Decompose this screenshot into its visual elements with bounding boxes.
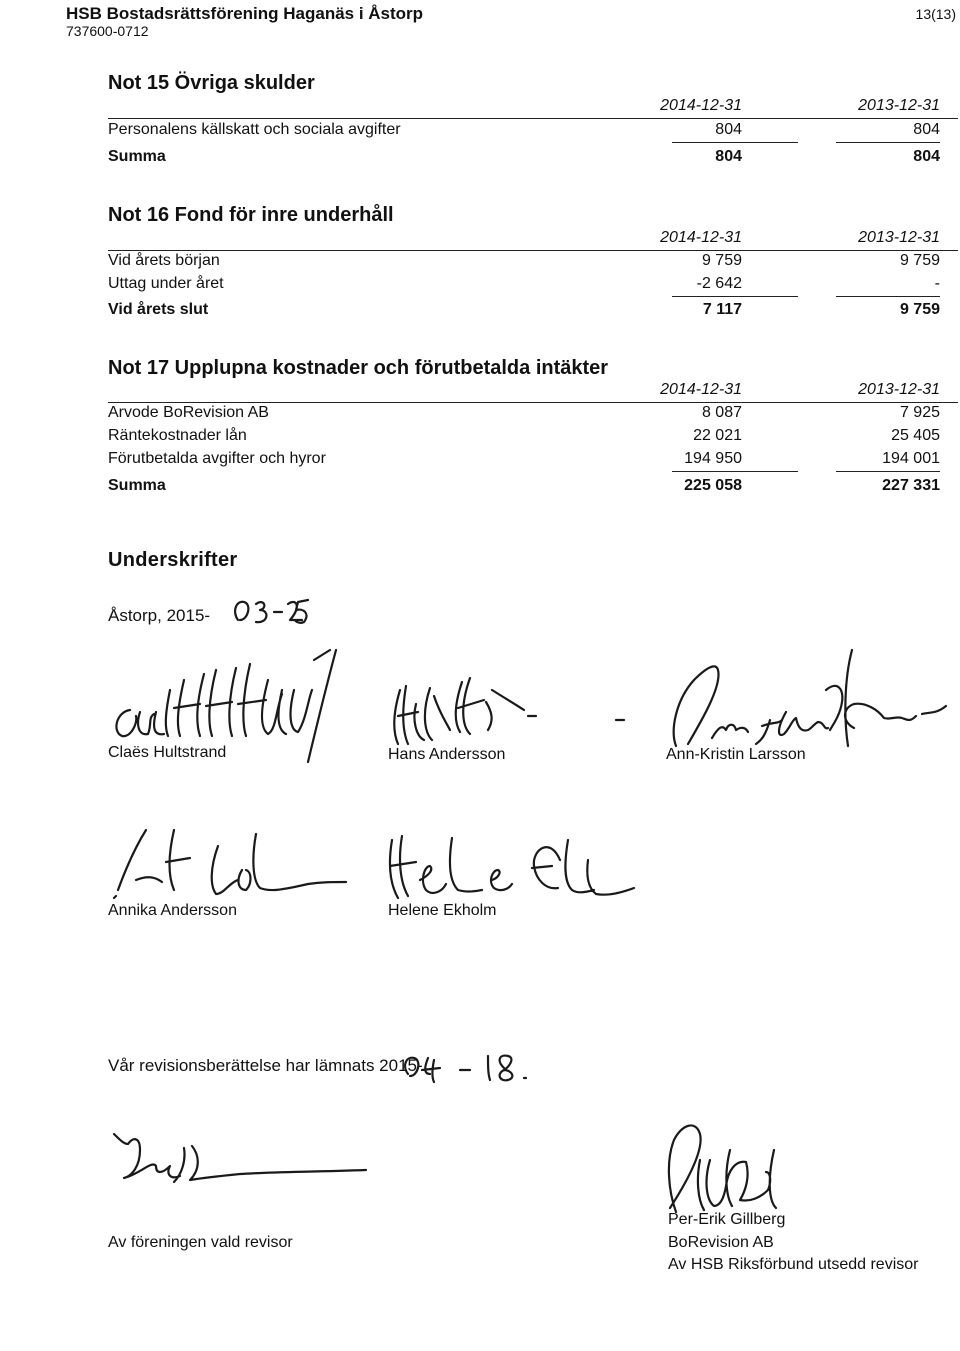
note16-total-2013: 9 759 — [899, 301, 940, 318]
note15-row-value-2013: 804 — [913, 121, 940, 138]
audit-statement-prefix: Vår revisionsberättelse har lämnats 2015- — [108, 1056, 423, 1075]
note16-sum-rule-2014 — [672, 296, 798, 297]
note15-sum-rule-2014 — [672, 142, 798, 143]
note16-title: Not 16 Fond för inre underhåll — [108, 204, 394, 226]
note15-row-value-2014: 804 — [715, 121, 742, 138]
note16-row1-label: Vid årets början — [108, 252, 220, 269]
note15-header-rule — [108, 118, 958, 119]
note16-total-2014: 7 117 — [702, 301, 742, 318]
note16-sum-rule-2013 — [836, 296, 940, 297]
signature-helene-ekholm — [382, 820, 642, 910]
auditor-1-role: Av föreningen vald revisor — [108, 1234, 293, 1251]
note17-row1-value-2013: 7 925 — [899, 404, 940, 421]
note15-total-2013: 804 — [913, 148, 940, 165]
note15-row-label: Personalens källskatt och sociala avgifter — [108, 121, 401, 138]
signer-4-name: Annika Andersson — [108, 902, 237, 919]
signature-auditor-2 — [640, 1120, 800, 1220]
signature-auditor-1 — [110, 1130, 370, 1190]
organization-number: 737600-0712 — [66, 23, 149, 39]
signatures-title: Underskrifter — [108, 549, 238, 571]
note17-row3-value-2014: 194 950 — [684, 450, 742, 467]
note17-row2-label: Räntekostnader lån — [108, 427, 247, 444]
place-date — [108, 606, 210, 626]
note17-row3-label: Förutbetalda avgifter och hyror — [108, 450, 326, 467]
note17-sum-rule-2014 — [672, 471, 798, 472]
note17-row2-value-2014: 22 021 — [693, 427, 742, 444]
auditor-2-name: Per-Erik Gillberg — [668, 1211, 786, 1228]
signer-3-name: Ann-Kristin Larsson — [666, 746, 806, 763]
note15-total-2014: 804 — [715, 148, 742, 165]
note15-col1-header: 2014-12-31 — [660, 97, 742, 114]
note17-row1-value-2014: 8 087 — [701, 404, 742, 421]
note15-total-label: Summa — [108, 148, 166, 165]
place-date-prefix: Åstorp, 2015- — [108, 606, 211, 625]
note17-title: Not 17 Upplupna kostnader och förutbetalda intäkter — [108, 357, 609, 379]
note16-row1-value-2014: 9 759 — [701, 252, 742, 269]
note17-col1-header: 2014-12-31 — [660, 381, 742, 398]
note17-header-rule — [108, 402, 958, 403]
note17-sum-rule-2013 — [836, 471, 940, 472]
note16-row2-value-2013: - — [934, 275, 940, 292]
note16-row2-label: Uttag under året — [108, 275, 224, 292]
signature-annika-andersson — [112, 810, 352, 900]
auditor-2-company: BoRevision AB — [668, 1234, 774, 1251]
note17-row3-value-2013: 194 001 — [882, 450, 940, 467]
note16-row1-value-2013: 9 759 — [899, 252, 940, 269]
auditor-2-role: Av HSB Riksförbund utsedd revisor — [668, 1256, 919, 1273]
note17-total-2014: 225 058 — [684, 477, 742, 494]
note17-total-label: Summa — [108, 477, 166, 494]
signature-ann-kristin-larsson — [666, 650, 956, 760]
signer-5-name: Helene Ekholm — [388, 902, 497, 919]
note17-total-2013: 227 331 — [882, 477, 940, 494]
note16-header-rule — [108, 250, 958, 251]
page-number: 13(13) — [915, 6, 956, 22]
signature-hans-andersson — [388, 660, 638, 750]
handwritten-date-0325 — [232, 590, 312, 630]
note16-total-label: Vid årets slut — [108, 301, 209, 318]
note16-col2-header: 2013-12-31 — [858, 229, 940, 246]
note17-col2-header: 2013-12-31 — [858, 381, 940, 398]
note16-col1-header: 2014-12-31 — [660, 229, 742, 246]
signer-2-name: Hans Andersson — [388, 746, 506, 763]
document-header-title: HSB Bostadsrättsförening Haganäs i Åstorp — [66, 4, 424, 23]
note16-row2-value-2014: -2 642 — [696, 275, 742, 292]
note17-row1-label: Arvode BoRevision AB — [108, 404, 269, 421]
handwritten-audit-date-0418 — [400, 1048, 530, 1084]
note15-sum-rule-2013 — [836, 142, 940, 143]
signer-1-name: Claës Hultstrand — [108, 744, 227, 761]
note15-title: Not 15 Övriga skulder — [108, 72, 315, 94]
note17-row2-value-2013: 25 405 — [891, 427, 940, 444]
audit-statement — [108, 1056, 423, 1076]
note15-col2-header: 2013-12-31 — [858, 97, 940, 114]
